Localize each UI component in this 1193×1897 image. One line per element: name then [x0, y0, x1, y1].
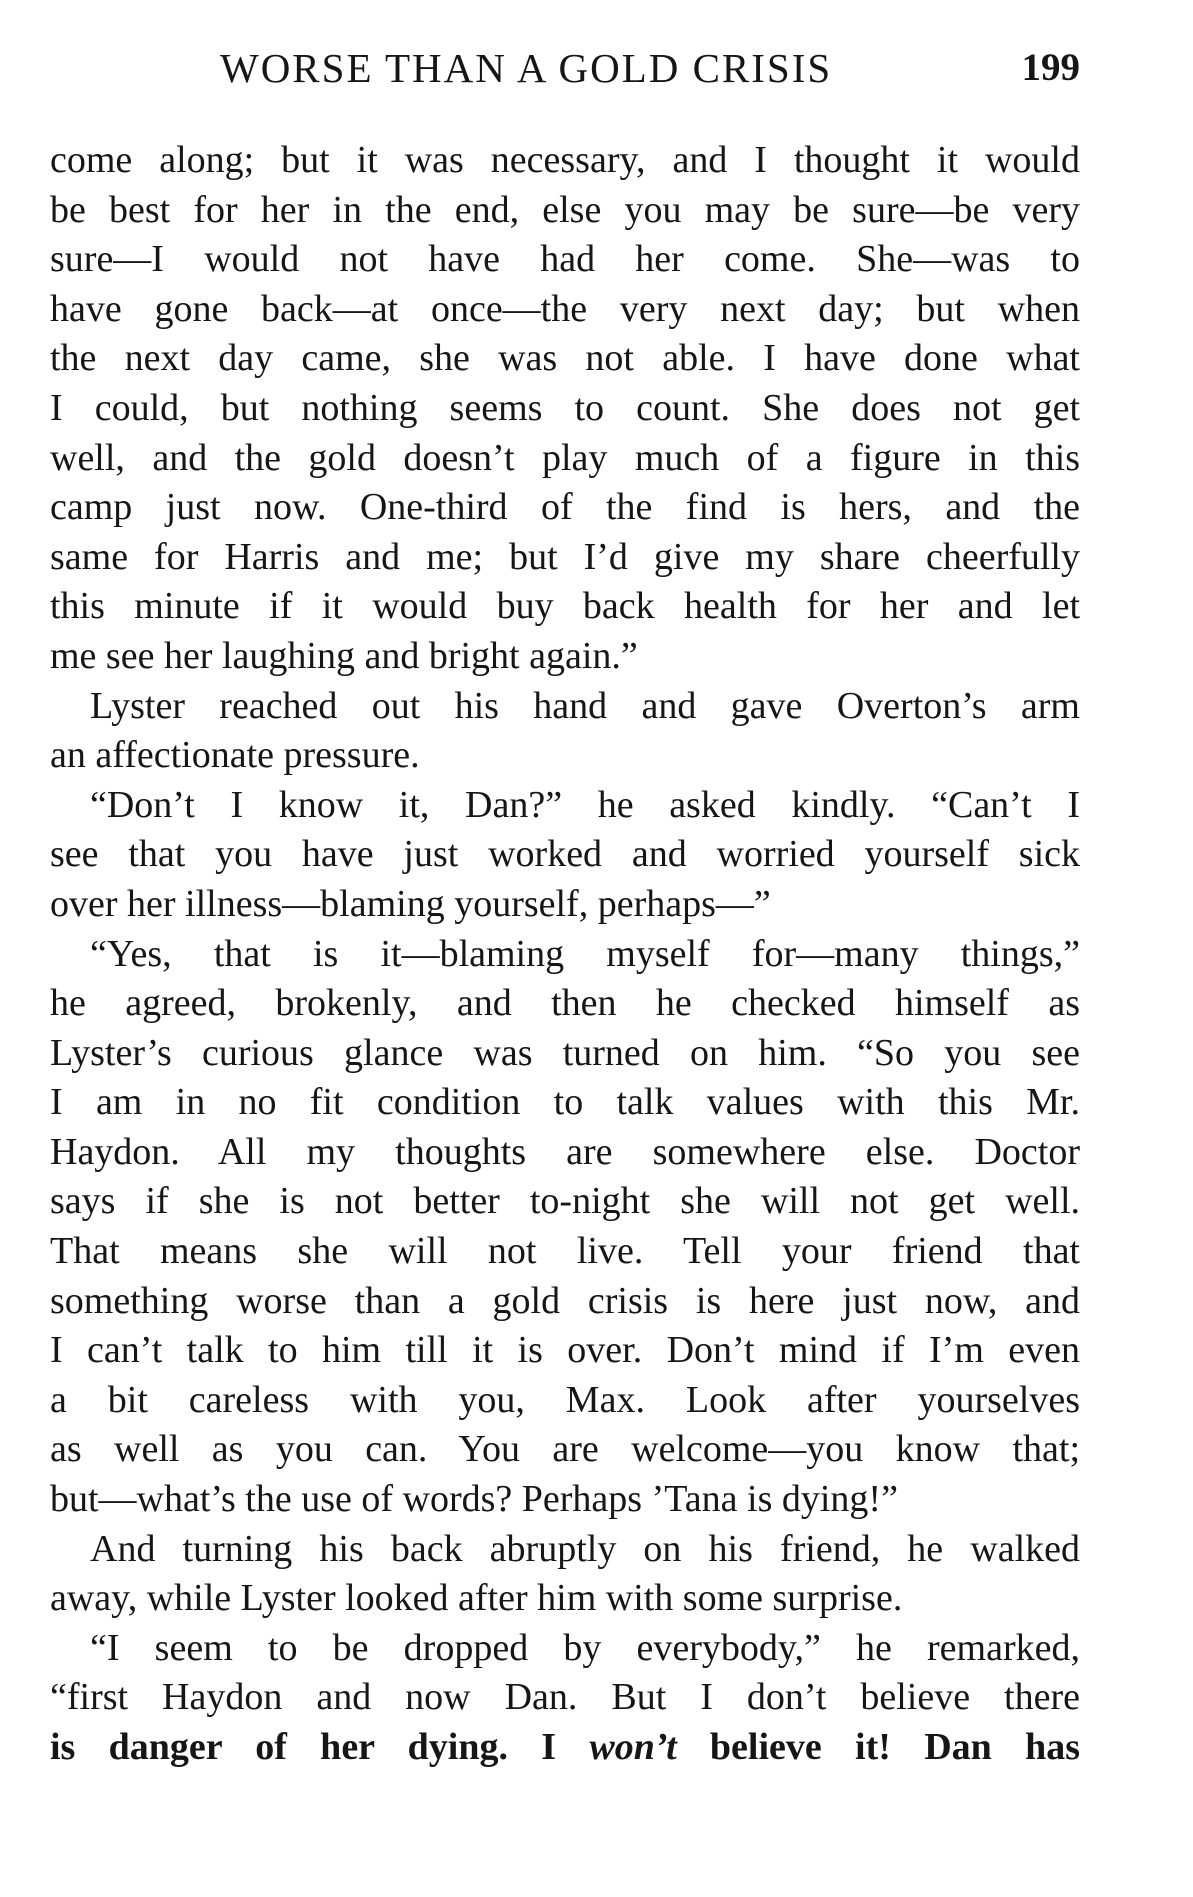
- text-line: be best for her in the end, else you may be sure—be very: [50, 188, 1080, 231]
- text-line: this minute if it would buy back health for her and let: [50, 585, 1080, 628]
- text-line: he agreed, brokenly, and then he checked himself as: [50, 982, 1080, 1025]
- final-line-start: is danger of her dying. I: [50, 1726, 590, 1768]
- text-line: away, while Lyster looked after him with some surprise.: [50, 1577, 903, 1620]
- text-line: have gone back—at once—the very next day; but when: [50, 287, 1080, 330]
- body-text: [50, 136, 1080, 1773]
- text-line: says if she is not better to-night she will not get well.: [50, 1180, 1080, 1223]
- text-line: Lyster’s curious glance was turned on him. “So you see: [50, 1031, 1080, 1074]
- text-line: And turning his back abruptly on his friend, he walked: [90, 1527, 1080, 1570]
- chapter-title: WORSE THAN A GOLD CRISIS: [220, 45, 833, 91]
- text-line: same for Harris and me; but I’d give my share cheerfully: [50, 535, 1080, 578]
- final-line-end: believe it! Dan has: [676, 1726, 1080, 1768]
- running-header: [50, 38, 1080, 98]
- text-line: me see her laughing and bright again.”: [50, 634, 638, 677]
- page-number: 199: [1021, 46, 1080, 89]
- text-line: “Yes, that is it—blaming myself for—many things,”: [90, 932, 1080, 975]
- text-line: I am in no fit condition to talk values with this Mr.: [50, 1081, 1080, 1124]
- text-line: That means she will not live. Tell your friend that: [50, 1230, 1080, 1273]
- text-line: as well as you can. You are welcome—you know that;: [50, 1428, 1080, 1471]
- text-line: something worse than a gold crisis is here just now, and: [50, 1279, 1080, 1322]
- text-line: “I seem to be dropped by everybody,” he remarked,: [90, 1626, 1080, 1669]
- text-line: a bit careless with you, Max. Look after yourselves: [50, 1378, 1080, 1421]
- text-line: I can’t talk to him till it is over. Don’t mind if I’m even: [50, 1329, 1080, 1372]
- text-line: sure—I would not have had her come. She—was to: [50, 238, 1080, 281]
- text-line: well, and the gold doesn’t play much of a figure in this: [50, 436, 1080, 479]
- text-line: but—what’s the use of words? Perhaps ’Tana is dying!”: [50, 1478, 898, 1521]
- text-line: I could, but nothing seems to count. She does not get: [50, 386, 1080, 429]
- text-line: see that you have just worked and worried yourself sick: [50, 833, 1080, 876]
- text-line-final: [50, 1723, 1080, 1773]
- emphasized-word: won’t: [589, 1726, 677, 1768]
- text-line: the next day came, she was not able. I have done what: [50, 337, 1080, 380]
- text-line: Lyster reached out his hand and gave Overton’s arm: [90, 684, 1080, 727]
- text-line: “first Haydon and now Dan. But I don’t believe there: [50, 1676, 1080, 1719]
- text-line: come along; but it was necessary, and I thought it would: [50, 139, 1080, 181]
- text-line: an affectionate pressure.: [50, 734, 420, 777]
- text-line: camp just now. One-third of the find is hers, and the: [50, 486, 1080, 529]
- text-line: Haydon. All my thoughts are somewhere else. Doctor: [50, 1130, 1080, 1173]
- text-line: “Don’t I know it, Dan?” he asked kindly. “Can’t I: [90, 783, 1080, 826]
- text-line: over her illness—blaming yourself, perhaps—”: [50, 882, 771, 925]
